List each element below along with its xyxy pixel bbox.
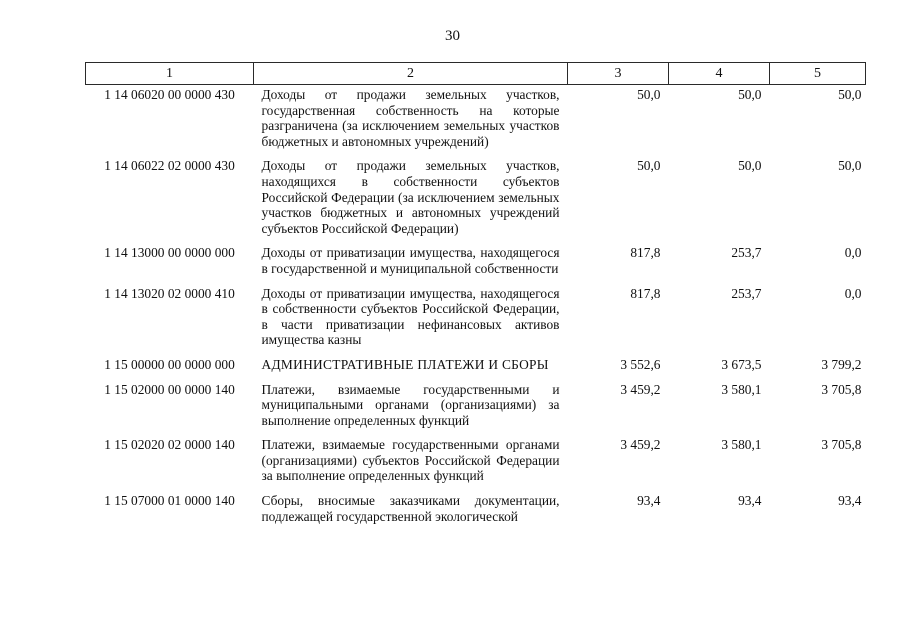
- value-col-5: 93,4: [838, 493, 862, 509]
- revenue-name: Платежи, взимаемые государственными органами (организациями) субъектов Российской Федерации за выполнение определенных функций: [261, 437, 560, 484]
- value-col-3: 3 459,2: [620, 437, 661, 453]
- value-col-4: 93,4: [738, 493, 762, 509]
- value-col-5: 0,0: [844, 245, 862, 261]
- table-row: [86, 435, 866, 491]
- column-header-3: 3: [568, 63, 669, 85]
- revenue-code: 1 14 13020 02 0000 410: [104, 285, 235, 301]
- value-col-5: 3 705,8: [821, 437, 862, 453]
- revenue-name: Сборы, вносимые заказчиками документации, подлежащей государственной экологической: [261, 493, 560, 524]
- value-col-4: 253,7: [731, 285, 762, 301]
- revenue-name: Доходы от приватизации имущества, находящегося в собственности субъектов Российской Федерации, в части приватизации нефинансовых активов имущества казны: [261, 285, 560, 348]
- table-header-row: [86, 63, 866, 85]
- revenue-name: Доходы от продажи земельных участков, государственная собственность на которые разграничена (за исключением земельных участков бюджетных и автономных учреждений): [261, 87, 560, 149]
- table-row: [86, 491, 866, 531]
- revenue-name: Платежи, взимаемые государственными и муниципальными органами (организациями) за выполнение определенных функций: [261, 381, 560, 428]
- revenue-code: 1 14 13000 00 0000 000: [104, 245, 235, 261]
- value-col-4: 50,0: [738, 87, 762, 102]
- column-header-2: 2: [254, 63, 568, 85]
- value-col-3: 50,0: [637, 87, 661, 102]
- value-col-3: 50,0: [637, 158, 661, 174]
- column-header-1: 1: [86, 63, 254, 85]
- table-row: [86, 380, 866, 436]
- value-col-5: 3 705,8: [821, 381, 862, 397]
- table-row: [86, 85, 866, 157]
- value-col-5: 50,0: [838, 87, 862, 102]
- revenue-code: 1 15 00000 00 0000 000: [104, 356, 235, 372]
- value-col-3: 93,4: [637, 493, 661, 509]
- revenue-name: Доходы от приватизации имущества, находящегося в государственной и муниципальной собственности: [261, 245, 560, 276]
- revenue-code: 1 15 02020 02 0000 140: [104, 437, 235, 453]
- revenue-code: 1 14 06022 02 0000 430: [104, 158, 235, 174]
- value-col-3: 817,8: [630, 285, 661, 301]
- page-number: 30: [445, 28, 460, 44]
- value-col-5: 3 799,2: [821, 356, 862, 372]
- revenue-code: 1 15 07000 01 0000 140: [104, 493, 235, 509]
- value-col-3: 3 552,6: [620, 356, 661, 372]
- table-row: [86, 355, 866, 380]
- value-col-3: 3 459,2: [620, 381, 661, 397]
- revenue-code: 1 15 02000 00 0000 140: [104, 381, 235, 397]
- table-row: [86, 284, 866, 355]
- revenue-code: 1 14 06020 00 0000 430: [104, 87, 235, 102]
- value-col-4: 50,0: [738, 158, 762, 174]
- value-col-5: 0,0: [844, 285, 862, 301]
- value-col-4: 253,7: [731, 245, 762, 261]
- value-col-4: 3 580,1: [721, 437, 762, 453]
- column-header-5: 5: [770, 63, 866, 85]
- value-col-4: 3 673,5: [721, 356, 762, 372]
- revenue-name: Доходы от продажи земельных участков, находящихся в собственности субъектов Российской Федерации (за исключением земельных участков бюджетных и автономных учреждений субъектов Российской Федерации): [261, 158, 560, 236]
- revenue-name: АДМИНИСТРАТИВНЫЕ ПЛАТЕЖИ И СБОРЫ: [261, 356, 549, 372]
- value-col-4: 3 580,1: [721, 381, 762, 397]
- value-col-3: 817,8: [630, 245, 661, 261]
- table-row: [86, 243, 866, 283]
- table-row: [86, 156, 866, 243]
- column-header-4: 4: [669, 63, 770, 85]
- value-col-5: 50,0: [838, 158, 862, 174]
- revenue-table: [85, 62, 866, 531]
